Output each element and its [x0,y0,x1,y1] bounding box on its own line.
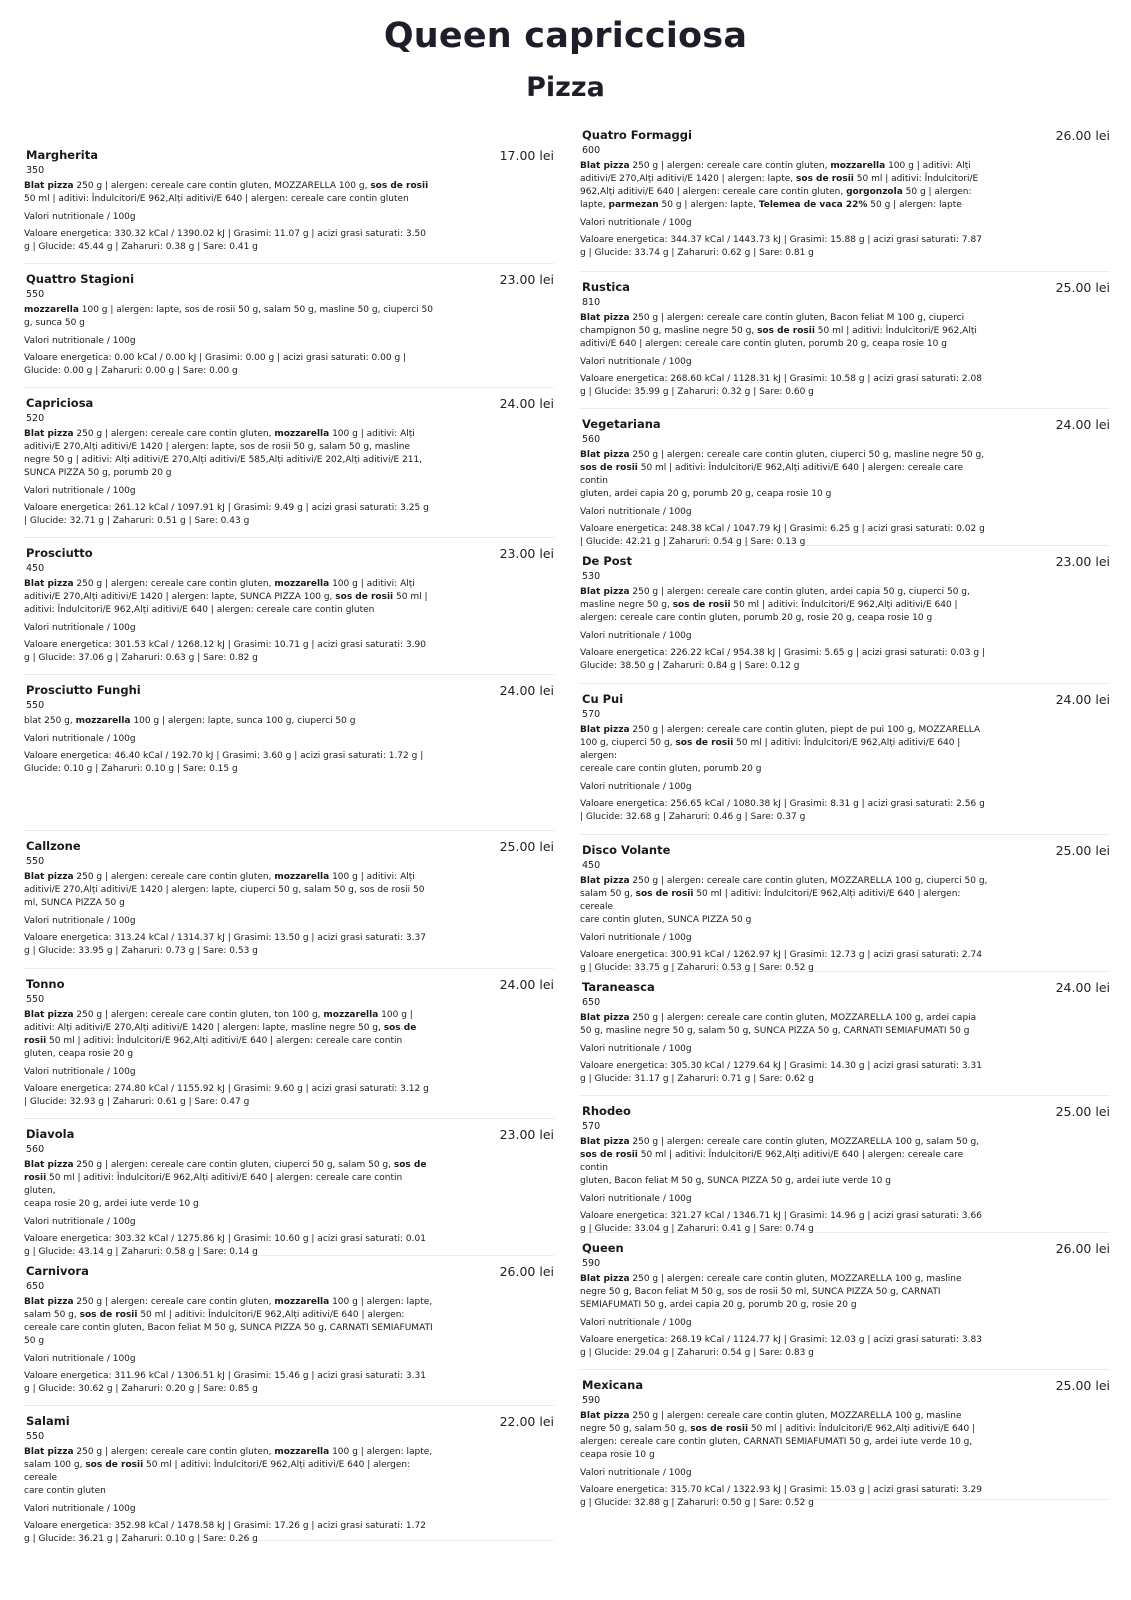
item-weight: 590 [582,1395,601,1406]
item-nutrition: Valoare energetica: 261.12 kCal / 1097.91 kJ | Grasimi: 9.49 g | acizi grasi saturati: 3.25 g | Glucide: 32.71 g | Zaharuri: 0.51 g | Sare: 0.43 g [24,503,429,526]
menu-item [24,1119,554,1256]
menu-item [24,1406,554,1544]
item-ingredients: Blat pizza 250 g | alergen: cereale care contin gluten, MOZZARELLA 100 g, salam 50 g, sos de rosii 50 ml | aditivi: Îndulcitori/E 962,Alți aditivi/E 640 | alergen: cereale care contin gluten, Bacon feliat M 50 g, SUNCA PIZZA 50 g, ardei iute verde 10 g [580,1137,980,1186]
menu-column-right [580,120,1110,1508]
item-ingredients: Blat pizza 250 g | alergen: cereale care contin gluten, MOZZARELLA 100 g, masline negre 50 g, salam 50 g, sos de rosii 50 ml | aditivi: Îndulcitori/E 962,Alți aditivi/E 640 | alergen: cereale care contin gluten, CARNATI SEMIAFUMATI 50 g, ardei iute verde 10 g, ceapa rosie 10 g [580,1411,976,1460]
item-nutrition: Valoare energetica: 321.27 kCal / 1346.71 kJ | Grasimi: 14.96 g | acizi grasi saturati: 3.66 g | Glucide: 33.04 g | Zaharuri: 0.41 g | Sare: 0.74 g [580,1211,982,1234]
menu-item [24,675,554,831]
item-name: Quatro Formaggi [582,128,692,142]
item-price: 23.00 lei [499,272,554,287]
item-price: 24.00 lei [1055,692,1110,707]
menu-item [24,140,554,264]
nutrition-label: Valori nutritionale / 100g [24,623,136,633]
item-nutrition: Valoare energetica: 301.53 kCal / 1268.12 kJ | Grasimi: 10.71 g | acizi grasi saturati: 3.90 g | Glucide: 37.06 g | Zaharuri: 0.63 g | Sare: 0.82 g [24,640,426,663]
item-ingredients: mozzarella 100 g | alergen: lapte, sos de rosii 50 g, salam 50 g, masline 50 g, ciuperci 50 g, sunca 50 g [24,305,433,328]
nutrition-label: Valori nutritionale / 100g [580,782,692,792]
item-price: 25.00 lei [1055,280,1110,295]
item-price: 23.00 lei [499,1127,554,1142]
item-nutrition: Valoare energetica: 268.60 kCal / 1128.31 kJ | Grasimi: 10.58 g | acizi grasi saturati: 2.08 g | Glucide: 35.99 g | Zaharuri: 0.32 g | Sare: 0.60 g [580,374,982,397]
nutrition-label: Valori nutritionale / 100g [580,218,692,228]
menu-column-left [24,140,554,1544]
menu-item [580,972,1110,1096]
item-name: Capriciosa [26,396,94,410]
item-price: 26.00 lei [499,1264,554,1279]
nutrition-label: Valori nutritionale / 100g [580,507,692,517]
item-name: Queen [582,1241,624,1255]
item-weight: 350 [26,165,45,176]
item-price: 26.00 lei [1055,128,1110,143]
item-ingredients: Blat pizza 250 g | alergen: cereale care contin gluten, ton 100 g, mozzarella 100 g | aditivi: Alți aditivi/E 270,Alți aditivi/E 1420 | alergen: lapte, masline negre 50 g, sos de rosii 50 ml | aditivi: Îndulcitori/E 962,Alți aditivi/E 640 | alergen: cereale care contin gluten, ceapa rosie 20 g [24,1010,417,1059]
item-weight: 650 [582,997,601,1008]
item-price: 24.00 lei [499,396,554,411]
menu-item [580,1096,1110,1233]
item-nutrition: Valoare energetica: 46.40 kCal / 192.70 kJ | Grasimi: 3.60 g | acizi grasi saturati: 1.72 g | Glucide: 0.10 g | Zaharuri: 0.10 g | Sare: 0.15 g [24,751,424,774]
item-ingredients: Blat pizza 250 g | alergen: cereale care contin gluten, mozzarella 100 g | alergen: lapte, salam 50 g, sos de rosii 50 ml | aditivi: Îndulcitori/E 962,Alți aditivi/E 640 | alergen: cereale care contin gluten, Bacon feliat M 50 g, SUNCA PIZZA 50 g, CARNATI SEMIAFUMATI 50 g [24,1297,433,1346]
item-weight: 450 [582,860,601,871]
nutrition-label: Valori nutritionale / 100g [580,631,692,641]
menu-item [580,835,1110,972]
nutrition-label: Valori nutritionale / 100g [24,1354,136,1364]
item-ingredients: Blat pizza 250 g | alergen: cereale care contin gluten, MOZZARELLA 100 g, ciuperci 50 g, salam 50 g, sos de rosii 50 ml | aditivi: Îndulcitori/E 962,Alți aditivi/E 640 | alergen: cereale care contin gluten, SUNCA PIZZA 50 g [580,876,988,925]
item-weight: 810 [582,297,601,308]
item-price: 25.00 lei [1055,1378,1110,1393]
item-ingredients: Blat pizza 250 g | alergen: cereale care contin gluten, MOZZARELLA 100 g, ardei capia 50 g, masline negre 50 g, salam 50 g, SUNCA PIZZA 50 g, CARNATI SEMIAFUMATI 50 g [580,1013,977,1036]
menu-item [580,684,1110,835]
menu-item [24,388,554,538]
item-price: 23.00 lei [499,546,554,561]
item-nutrition: Valoare energetica: 248.38 kCal / 1047.79 kJ | Grasimi: 6.25 g | acizi grasi saturati: 0.02 g | Glucide: 42.21 g | Zaharuri: 0.54 g | Sare: 0.13 g [580,524,985,547]
item-price: 25.00 lei [1055,843,1110,858]
item-name: Margherita [26,148,98,162]
nutrition-label: Valori nutritionale / 100g [580,1318,692,1328]
item-name: Salami [26,1414,70,1428]
item-nutrition: Valoare energetica: 313.24 kCal / 1314.37 kJ | Grasimi: 13.50 g | acizi grasi saturati: 3.37 g | Glucide: 33.95 g | Zaharuri: 0.73 g | Sare: 0.53 g [24,933,426,956]
item-ingredients: Blat pizza 250 g | alergen: cereale care contin gluten, mozzarella 100 g | aditivi: Alți aditivi/E 270,Alți aditivi/E 1420 | alergen: lapte, SUNCA PIZZA 100 g, sos de rosii 50 ml | aditivi: Îndulcitori/E 962,Alți aditivi/E 640 | alergen: cereale care contin gluten [24,579,428,615]
nutrition-label: Valori nutritionale / 100g [24,916,136,926]
nutrition-label: Valori nutritionale / 100g [24,734,136,744]
item-price: 24.00 lei [499,977,554,992]
item-name: Cu Pui [582,692,624,706]
item-price: 25.00 lei [1055,1104,1110,1119]
item-price: 22.00 lei [499,1414,554,1429]
item-price: 26.00 lei [1055,1241,1110,1256]
item-nutrition: Valoare energetica: 344.37 kCal / 1443.73 kJ | Grasimi: 15.88 g | acizi grasi saturati: 7.87 g | Glucide: 33.74 g | Zaharuri: 0.62 g | Sare: 0.81 g [580,235,982,258]
item-name: Callzone [26,839,81,853]
item-nutrition: Valoare energetica: 303.32 kCal / 1275.86 kJ | Grasimi: 10.60 g | acizi grasi saturati: 0.01 g | Glucide: 43.14 g | Zaharuri: 0.58 g | Sare: 0.14 g [24,1234,426,1257]
item-nutrition: Valoare energetica: 315.70 kCal / 1322.93 kJ | Grasimi: 15.03 g | acizi grasi saturati: 3.29 g | Glucide: 32.88 g | Zaharuri: 0.50 g | Sare: 0.52 g [580,1485,982,1508]
item-name: Diavola [26,1127,75,1141]
item-name: Tonno [26,977,65,991]
item-weight: 570 [582,1121,601,1132]
item-name: Prosciutto [26,546,93,560]
item-weight: 550 [26,856,45,867]
item-nutrition: Valoare energetica: 268.19 kCal / 1124.77 kJ | Grasimi: 12.03 g | acizi grasi saturati: 3.83 g | Glucide: 29.04 g | Zaharuri: 0.54 g | Sare: 0.83 g [580,1335,982,1358]
item-name: Taraneasca [582,980,655,994]
item-nutrition: Valoare energetica: 305.30 kCal / 1279.64 kJ | Grasimi: 14.30 g | acizi grasi saturati: 3.31 g | Glucide: 31.17 g | Zaharuri: 0.71 g | Sare: 0.62 g [580,1061,982,1084]
nutrition-label: Valori nutritionale / 100g [24,1217,136,1227]
item-ingredients: Blat pizza 250 g | alergen: cereale care contin gluten, piept de pui 100 g, MOZZARELLA 100 g, ciuperci 50 g, sos de rosii 50 ml | aditivi: Îndulcitori/E 962,Alți aditivi/E 640 | alergen: cereale care contin gluten, porumb 20 g [580,725,981,774]
item-name: Prosciutto Funghi [26,683,141,697]
item-weight: 650 [26,1281,45,1292]
item-ingredients: Blat pizza 250 g | alergen: cereale care contin gluten, ciuperci 50 g, masline negre 50 g, sos de rosii 50 ml | aditivi: Îndulcitori/E 962,Alți aditivi/E 640 | alergen: cereale care contin gluten, ardei capia 20 g, porumb 20 g, ceapa rosie 10 g [580,450,985,499]
item-name: Vegetariana [582,417,661,431]
item-nutrition: Valoare energetica: 0.00 kCal / 0.00 kJ | Grasimi: 0.00 g | acizi grasi saturati: 0.00 g | Glucide: 0.00 g | Zaharuri: 0.00 g | Sare: 0.00 g [24,353,407,376]
item-name: Rhodeo [582,1104,631,1118]
page-title: Queen capricciosa [383,16,748,56]
nutrition-label: Valori nutritionale / 100g [580,933,692,943]
item-name: Rustica [582,280,630,294]
menu-item [24,831,554,969]
section-title: Pizza [526,72,605,103]
item-nutrition: Valoare energetica: 330.32 kCal / 1390.02 kJ | Grasimi: 11.07 g | acizi grasi saturati: 3.50 g | Glucide: 45.44 g | Zaharuri: 0.38 g | Sare: 0.41 g [24,229,426,252]
item-price: 24.00 lei [1055,980,1110,995]
item-nutrition: Valoare energetica: 256.65 kCal / 1080.38 kJ | Grasimi: 8.31 g | acizi grasi saturati: 2.56 g | Glucide: 32.68 g | Zaharuri: 0.46 g | Sare: 0.37 g [580,799,985,822]
menu-item [580,120,1110,272]
item-weight: 550 [26,700,45,711]
item-weight: 530 [582,571,601,582]
item-nutrition: Valoare energetica: 274.80 kCal / 1155.92 kJ | Grasimi: 9.60 g | acizi grasi saturati: 3.12 g | Glucide: 32.93 g | Zaharuri: 0.61 g | Sare: 0.47 g [24,1084,429,1107]
menu-item [580,272,1110,409]
item-ingredients: Blat pizza 250 g | alergen: cereale care contin gluten, mozzarella 100 g | aditivi: Alți aditivi/E 270,Alți aditivi/E 1420 | alergen: lapte, sos de rosii 50 g, salam 50 g, masline negre 50 g | aditivi: Alți aditivi/E 270,Alți aditivi/E 585,Alți aditivi/E 202,Alți aditivi/E 211, SUNCA PIZZA 50 g, porumb 20 g [24,429,423,478]
nutrition-label: Valori nutritionale / 100g [24,1504,136,1514]
item-weight: 520 [26,413,45,424]
item-ingredients: Blat pizza 250 g | alergen: cereale care contin gluten, MOZZARELLA 100 g, sos de rosii 50 ml | aditivi: Îndulcitori/E 962,Alți aditivi/E 640 | alergen: cereale care contin gluten [24,181,429,204]
item-nutrition: Valoare energetica: 226.22 kCal / 954.38 kJ | Grasimi: 5.65 g | acizi grasi saturati: 0.03 g | Glucide: 38.50 g | Zaharuri: 0.84 g | Sare: 0.12 g [580,648,985,671]
menu-item [24,1256,554,1406]
item-price: 23.00 lei [1055,554,1110,569]
item-nutrition: Valoare energetica: 352.98 kCal / 1478.58 kJ | Grasimi: 17.26 g | acizi grasi saturati: 1.72 g | Glucide: 36.21 g | Zaharuri: 0.10 g | Sare: 0.26 g [24,1521,426,1544]
item-price: 17.00 lei [499,148,554,163]
item-weight: 590 [582,1258,601,1269]
nutrition-label: Valori nutritionale / 100g [580,1044,692,1054]
item-price: 24.00 lei [1055,417,1110,432]
item-weight: 560 [26,1144,45,1155]
item-ingredients: Blat pizza 250 g | alergen: cereale care contin gluten, mozzarella 100 g | aditivi: Alți aditivi/E 270,Alți aditivi/E 1420 | alergen: lapte, ciuperci 50 g, salam 50 g, sos de rosii 50 ml, SUNCA PIZZA 50 g [24,872,425,908]
menu-item [24,538,554,675]
item-ingredients: Blat pizza 250 g | alergen: cereale care contin gluten, mozzarella 100 g | aditivi: Alți aditivi/E 270,Alți aditivi/E 1420 | alergen: lapte, sos de rosii 50 ml | aditivi: Îndulcitori/E 962,Alți aditivi/E 640 | alergen: cereale care contin gluten, gorgonzola 50 g | alergen: lapte, parmezan 50 g | alergen: lapte, Telemea de vaca 22% 50 g | alergen: lapte [580,161,979,210]
item-name: Quattro Stagioni [26,272,135,286]
nutrition-label: Valori nutritionale / 100g [24,336,136,346]
item-name: De Post [582,554,633,568]
item-nutrition: Valoare energetica: 300.91 kCal / 1262.97 kJ | Grasimi: 12.73 g | acizi grasi saturati: 2.74 g | Glucide: 33.75 g | Zaharuri: 0.53 g | Sare: 0.52 g [580,950,982,973]
item-price: 25.00 lei [499,839,554,854]
item-ingredients: blat 250 g, mozzarella 100 g | alergen: lapte, sunca 100 g, ciuperci 50 g [24,716,356,726]
menu-item [580,1233,1110,1370]
menu-item [580,546,1110,684]
item-ingredients: Blat pizza 250 g | alergen: cereale care contin gluten, ciuperci 50 g, salam 50 g, sos de rosii 50 ml | aditivi: Îndulcitori/E 962,Alți aditivi/E 640 | alergen: cereale care contin gluten, ceapa rosie 20 g, ardei iute verde 10 g [24,1160,427,1209]
item-weight: 450 [26,563,45,574]
menu-item [24,969,554,1119]
item-name: Carnivora [26,1264,89,1278]
item-name: Disco Volante [582,843,671,857]
item-ingredients: Blat pizza 250 g | alergen: cereale care contin gluten, Bacon feliat M 100 g, ciuperci champignon 50 g, masline negre 50 g, sos de rosii 50 ml | aditivi: Îndulcitori/E 962,Alți aditivi/E 640 | alergen: cereale care contin gluten, porumb 20 g, ceapa rosie 10 g [580,313,977,349]
item-weight: 600 [582,145,601,156]
menu-item [580,409,1110,546]
item-nutrition: Valoare energetica: 311.96 kCal / 1306.51 kJ | Grasimi: 15.46 g | acizi grasi saturati: 3.31 g | Glucide: 30.62 g | Zaharuri: 0.20 g | Sare: 0.85 g [24,1371,426,1394]
menu-item [24,264,554,388]
nutrition-label: Valori nutritionale / 100g [580,357,692,367]
nutrition-label: Valori nutritionale / 100g [580,1468,692,1478]
item-ingredients: Blat pizza 250 g | alergen: cereale care contin gluten, ardei capia 50 g, ciuperci 50 g, masline negre 50 g, sos de rosii 50 ml | aditivi: Îndulcitori/E 962,Alți aditivi/E 640 | alergen: cereale care contin gluten, porumb 20 g, rosie 20 g, ceapa rosie 10 g [580,587,970,623]
nutrition-label: Valori nutritionale / 100g [24,1067,136,1077]
nutrition-label: Valori nutritionale / 100g [580,1194,692,1204]
item-ingredients: Blat pizza 250 g | alergen: cereale care contin gluten, mozzarella 100 g | alergen: lapte, salam 100 g, sos de rosii 50 ml | aditivi: Îndulcitori/E 962,Alți aditivi/E 640 | alergen: cereale care contin gluten [24,1447,433,1496]
item-weight: 570 [582,709,601,720]
item-weight: 550 [26,994,45,1005]
nutrition-label: Valori nutritionale / 100g [24,212,136,222]
item-ingredients: Blat pizza 250 g | alergen: cereale care contin gluten, MOZZARELLA 100 g, masline negre 50 g, Bacon feliat M 50 g, sos de rosii 50 ml, SUNCA PIZZA 50 g, CARNATI SEMIAFUMATI 50 g, ardei capia 20 g, porumb 20 g, rosie 20 g [580,1274,962,1310]
menu-item [580,1370,1110,1508]
nutrition-label: Valori nutritionale / 100g [24,486,136,496]
item-weight: 550 [26,289,45,300]
item-price: 24.00 lei [499,683,554,698]
item-weight: 550 [26,1431,45,1442]
item-weight: 560 [582,434,601,445]
item-name: Mexicana [582,1378,644,1392]
